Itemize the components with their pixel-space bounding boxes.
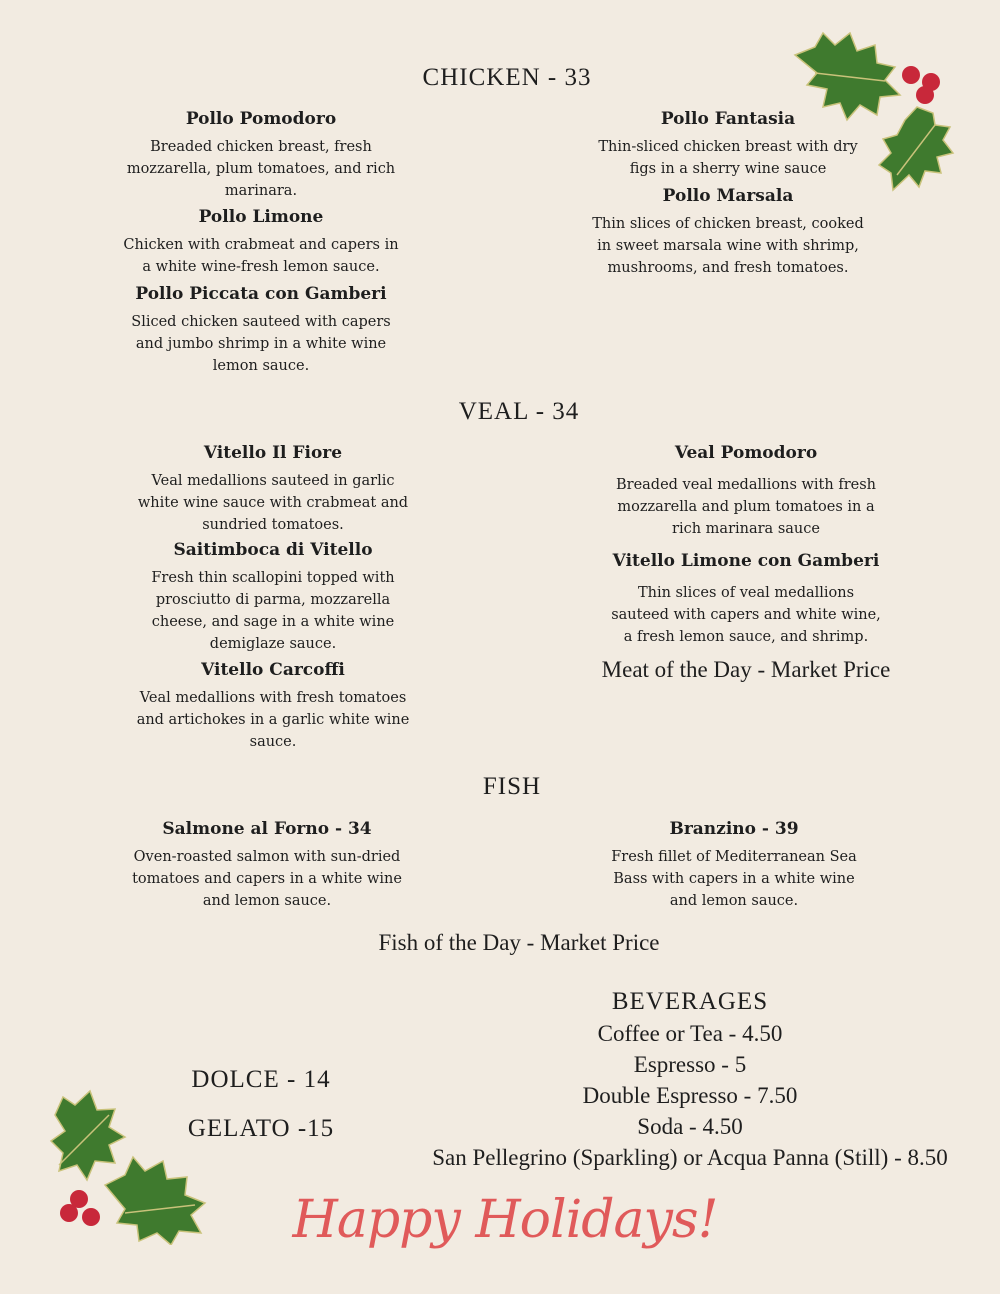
item-description: Sliced chicken sauteed with capers and jumbo shrimp in a white wine lemon sauce. — [131, 314, 391, 374]
item-description: Thin slices of chicken breast, cooked in sweet marsala wine with shrimp, mushrooms, and fresh tomatoes. — [592, 216, 864, 276]
beverage-item: Double Espresso - 7.50 — [582, 1083, 798, 1108]
menu-item — [133, 442, 413, 536]
beverages-section — [432, 988, 948, 1173]
menu-item — [121, 283, 401, 377]
item-name: Pollo Marsala — [662, 186, 794, 206]
gelato-title: GELATO -15 — [187, 1115, 335, 1142]
item-description: Chicken with crabmeat and capers in a white wine-fresh lemon sauce. — [123, 237, 399, 275]
menu-item — [133, 659, 413, 753]
menu-item — [599, 818, 869, 912]
item-description: Thin slices of veal medallions sauteed with capers and white wine, a fresh lemon sauce, and shrimp. — [611, 585, 881, 645]
item-name: Pollo Fantasia — [660, 109, 796, 129]
menu-item — [611, 550, 881, 648]
item-description: Fresh thin scallopini topped with prosciutto di parma, mozzarella cheese, and sage in a white wine demiglaze sauce. — [151, 570, 395, 652]
item-name: Veal Pomodoro — [674, 443, 818, 463]
beverage-item: Coffee or Tea - 4.50 — [597, 1021, 783, 1046]
item-name: Vitello Carcoffi — [201, 660, 345, 680]
dolce-title: DOLCE - 14 — [191, 1066, 331, 1093]
item-description: Oven-roasted salmon with sun-dried tomatoes and capers in a white wine and lemon sauce. — [132, 849, 402, 909]
item-description: Thin-sliced chicken breast with dry figs in a sherry wine sauce — [598, 139, 858, 177]
item-name: Pollo Pomodoro — [185, 109, 337, 129]
menu-item — [133, 539, 413, 655]
holly-icon — [45, 1085, 225, 1245]
menu-item — [588, 108, 868, 180]
menu-item — [132, 818, 402, 912]
item-name: Branzino - 39 — [669, 819, 799, 839]
menu-item — [611, 442, 881, 540]
item-name: Vitello Il Fiore — [203, 443, 343, 463]
happy-holidays-greeting: Happy Holidays! — [292, 1190, 718, 1250]
item-description: Breaded chicken breast, fresh mozzarella, plum tomatoes, and rich marinara. — [126, 139, 396, 199]
beverage-item: San Pellegrino (Sparkling) or Acqua Panna (Still) - 8.50 — [432, 1145, 948, 1170]
item-name: Vitello Limone con Gamberi — [612, 551, 880, 571]
item-name: Saitimboca di Vitello — [173, 540, 373, 560]
menu-item — [121, 206, 401, 278]
section-title-fish: FISH — [482, 773, 542, 800]
meat-of-the-day: Meat of the Day - Market Price — [601, 657, 891, 682]
item-description: Veal medallions sauteed in garlic white wine sauce with crabmeat and sundried tomatoes. — [137, 473, 409, 533]
item-description: Breaded veal medallions with fresh mozzarella and plum tomatoes in a rich marinara sauce — [615, 477, 876, 537]
item-name: Pollo Limone — [198, 207, 324, 227]
item-description: Veal medallions with fresh tomatoes and artichokes in a garlic white wine sauce. — [136, 690, 410, 750]
beverage-item: Espresso - 5 — [633, 1052, 747, 1077]
section-title-chicken: CHICKEN - 33 — [422, 64, 592, 91]
item-description: Fresh fillet of Mediterranean Sea Bass with capers in a white wine and lemon sauce. — [611, 849, 857, 909]
fish-of-the-day: Fish of the Day - Market Price — [378, 930, 660, 955]
menu-item — [588, 185, 868, 279]
section-title-veal: VEAL - 34 — [458, 398, 580, 425]
section-title-beverages: BEVERAGES — [611, 988, 769, 1015]
item-name: Salmone al Forno - 34 — [162, 819, 372, 839]
item-name: Pollo Piccata con Gamberi — [135, 284, 387, 304]
beverage-item: Soda - 4.50 — [637, 1114, 743, 1139]
menu-item — [126, 108, 396, 202]
